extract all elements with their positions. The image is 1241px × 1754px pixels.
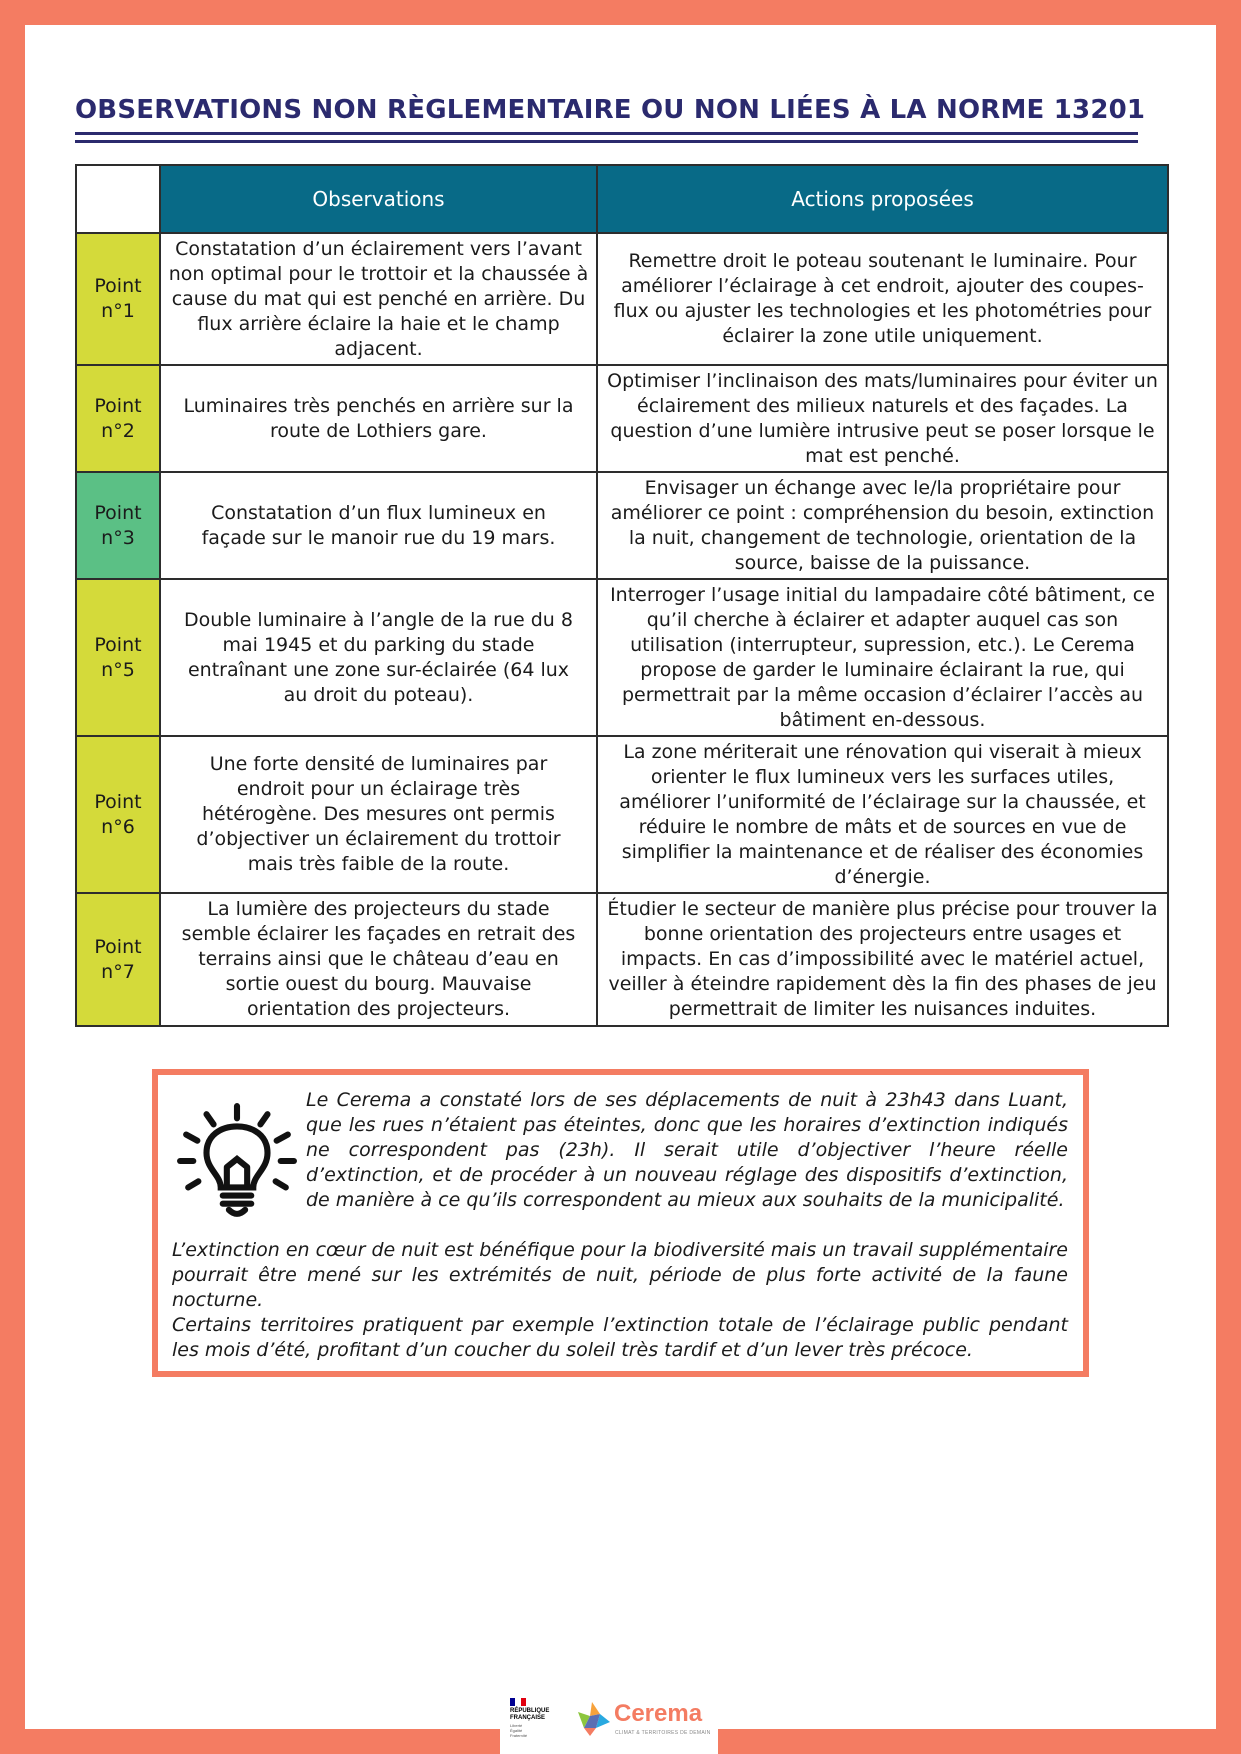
point-label: Point n°5	[76, 579, 160, 736]
rf-logo-text: RÉPUBLIQUE FRANÇAISE	[510, 1708, 550, 1721]
lightbulb-icon	[176, 1100, 298, 1222]
note-paragraph: Certains territoires pratiquent par exemple l’extinction totale de l’éclairage public pendant les mois d’été, profitant d’un coucher du soleil très tardif et d’un lever très précoce.	[172, 1314, 1068, 1361]
page-title: OBSERVATIONS NON RÈGLEMENTAIRE OU NON LIÉES À LA NORME 13201	[75, 95, 1146, 125]
table-row	[76, 736, 1168, 893]
observations-table	[75, 164, 1169, 1027]
action-cell: Interroger l’usage initial du lampadaire côté bâtiment, ce qu’il cherche à éclairer et adapter auquel cas son utilisation (interrupteur, supression, etc.). Le Cerema propose de garder le luminaire éclairant la rue, qui permettrait par la même occasion d’éclairer l’accès au bâtiment en-dessous.	[597, 579, 1168, 736]
action-cell: Étudier le secteur de manière plus précise pour trouver la bonne orientation des projecteurs entre usages et impacts. En cas d’impossibilité avec le matériel actuel, veiller à éteindre rapidement dès la fin des phases de jeu permettrait de limiter les nuisances induites.	[597, 893, 1168, 1026]
cerema-logo-icon	[570, 1698, 614, 1738]
table-row	[76, 893, 1168, 1026]
page	[25, 25, 1216, 1729]
rf-logo-motto: Liberté Égalité Fraternité	[510, 1723, 528, 1738]
republique-francaise-logo	[510, 1698, 554, 1742]
table-header-row	[76, 165, 1168, 233]
note-paragraph: L’extinction en cœur de nuit est bénéfique pour la biodiversité mais un travail supplémentaire pourrait être mené sur les extrémités de nuit, période de plus forte activité de la faune nocturne.	[172, 1239, 1068, 1311]
observation-cell: La lumière des projecteurs du stade semble éclairer les façades en retrait des terrains ainsi que le château d’eau en sortie ouest du bourg. Mauvaise orientation des projecteurs.	[160, 893, 597, 1026]
observation-cell: Luminaires très penchés en arrière sur la route de Lothiers gare.	[160, 365, 597, 472]
table-row	[76, 365, 1168, 472]
action-cell: Envisager un échange avec le/la propriétaire pour améliorer ce point : compréhension du besoin, extinction la nuit, changement de technologie, orientation de la source, baisse de la puissance.	[597, 472, 1168, 579]
header-actions: Actions proposées	[597, 165, 1168, 233]
title-underline	[75, 140, 1138, 143]
observation-cell: Constatation d’un éclairement vers l’avant non optimal pour le trottoir et la chaussée à cause du mat qui est penché en arrière. Du flux arrière éclaire la haie et le champ adjacent.	[160, 233, 597, 365]
action-cell: La zone mériterait une rénovation qui viserait à mieux orienter le flux lumineux vers les surfaces utiles, améliorer l’uniformité de l’éclairage sur la chaussée, et réduire le nombre de mâts et de sources en vue de simplifier la maintenance et de réaliser des économies d’énergie.	[597, 736, 1168, 893]
title-underline	[75, 132, 1138, 135]
observation-cell: Double luminaire à l’angle de la rue du 8 mai 1945 et du parking du stade entraînant une zone sur-éclairée (64 lux au droit du poteau).	[160, 579, 597, 736]
table-corner-cell	[76, 165, 160, 233]
note-paragraph-group	[172, 1238, 1068, 1363]
cerema-logo-tagline: CLIMAT & TERRITOIRES DE DEMAIN	[615, 1730, 711, 1736]
table-row	[76, 579, 1168, 736]
point-label: Point n°7	[76, 893, 160, 1026]
header-observations: Observations	[160, 165, 597, 233]
observation-cell: Constatation d’un flux lumineux en façade sur le manoir rue du 19 mars.	[160, 472, 597, 579]
point-label: Point n°3	[76, 472, 160, 579]
action-cell: Remettre droit le poteau soutenant le luminaire. Pour améliorer l’éclairage à cet endroit, ajouter des coupes-flux ou ajuster les technologies et les photométries pour éclairer la zone utile uniquement.	[597, 233, 1168, 365]
point-label: Point n°2	[76, 365, 160, 472]
action-cell: Optimiser l’inclinaison des mats/luminaires pour éviter un éclairement des milieux naturels et des façades. La question d’une lumière intrusive peut se poser lorsque le mat est penché.	[597, 365, 1168, 472]
recommendation-box	[152, 1069, 1089, 1377]
cerema-logo-text: Cerema	[614, 1700, 703, 1727]
table-row	[76, 233, 1168, 365]
note-paragraph: Le Cerema a constaté lors de ses déplacements de nuit à 23h43 dans Luant, que les rues n’étaient pas éteintes, donc que les horaires d’extinction indiqués ne correspondent pas (23h). Il serait utile d’objectiver l’heure réelle d’extinction, et de procéder à un nouveau réglage des dispositifs d’extinction, de manière à ce qu’ils correspondent au mieux aux souhaits de la municipalité.	[306, 1089, 1068, 1211]
footer-logos	[500, 1690, 718, 1754]
french-flag-icon	[510, 1698, 526, 1706]
table-row	[76, 472, 1168, 579]
point-label: Point n°6	[76, 736, 160, 893]
point-label: Point n°1	[76, 233, 160, 365]
observation-cell: Une forte densité de luminaires par endroit pour un éclairage très hétérogène. Des mesures ont permis d’objectiver un éclairement du trottoir mais très faible de la route.	[160, 736, 597, 893]
